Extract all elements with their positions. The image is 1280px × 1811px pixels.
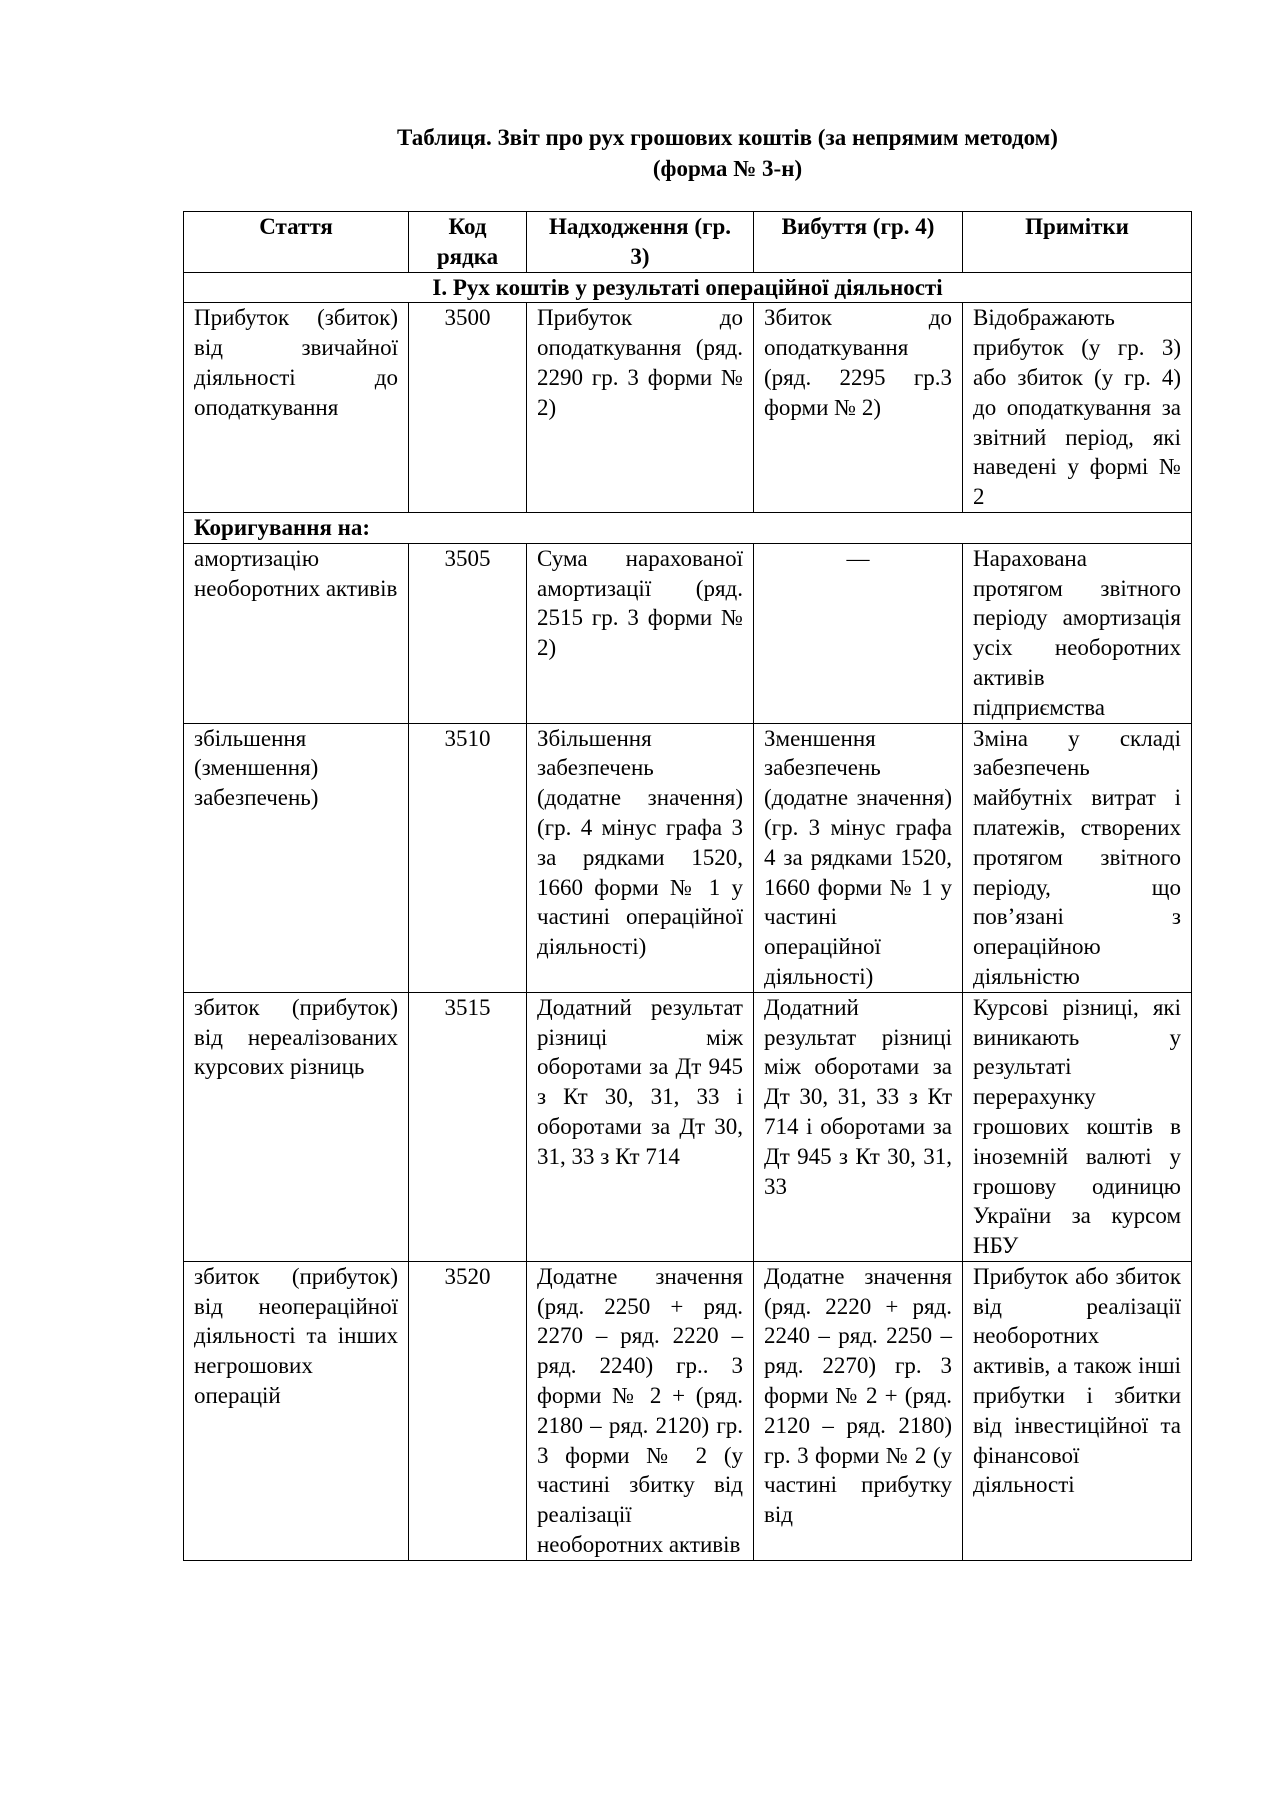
section-row (184, 272, 1192, 303)
header-outflow: Вибуття (гр. 4) (754, 212, 963, 273)
section-heading: І. Рух коштів у результаті операційної діяльності (184, 272, 1192, 303)
cell-inflow: Сума нарахованої амортизації (ряд. 2515 гр. 3 форми № 2) (527, 543, 754, 723)
title-line-2: (форма № 3-н) (652, 156, 803, 181)
cell-outflow: Збиток до оподаткування (ряд. 2295 гр.3 форми № 2) (754, 303, 963, 513)
cell-outflow: Зменшення забезпечень (додатне значення) (гр. 3 мінус графа 4 за рядками 1520, 1660 форми № 1 у частині операційної діяльності) (754, 723, 963, 992)
header-row (184, 212, 1192, 273)
subheading: Коригування на: (184, 512, 1192, 543)
table-row (184, 723, 1192, 992)
page-title (0, 122, 1280, 184)
table-row (184, 992, 1192, 1261)
cell-code: 3520 (409, 1261, 527, 1560)
cell-inflow: Додатне значення (ряд. 2250 + ряд. 2270 – ряд. 2220 – ряд. 2240) гр.. 3 форми № 2 + (ряд. 2180 – ряд. 2120) гр. 3 форми № 2 (у частині збитку від реалізації необоротних активів (527, 1261, 754, 1560)
cell-notes: Зміна у складі забезпечень майбутніх витрат і платежів, створених протягом звітного періоду, що пов’язані з операційною діяльністю (963, 723, 1192, 992)
cell-inflow: Додатний результат різниці між оборотами за Дт 945 з Кт 30, 31, 33 і оборотами за Дт 30, 31, 33 з Кт 714 (527, 992, 754, 1261)
subheading-row (184, 512, 1192, 543)
cell-outflow: Додатний результат різниці між оборотами за Дт 30, 31, 33 з Кт 714 і оборотами за Дт 945 з Кт 30, 31, 33 (754, 992, 963, 1261)
cell-notes: Відображають прибуток (у гр. 3) або збиток (у гр. 4) до оподаткування за звітний період, які наведені у формі № 2 (963, 303, 1192, 513)
cell-inflow: Збільшення забезпечень (додатне значення) (гр. 4 мінус графа 3 за рядками 1520, 1660 форми № 1 у частині операційної діяльності) (527, 723, 754, 992)
cell-code: 3505 (409, 543, 527, 723)
cell-article: амортизацію необоротних активів (184, 543, 409, 723)
table-row (184, 543, 1192, 723)
cell-code: 3515 (409, 992, 527, 1261)
cell-notes: Нарахована протягом звітного періоду амортизація усіх необоротних активів підприємства (963, 543, 1192, 723)
cell-article: збільшення (зменшення) забезпечень) (184, 723, 409, 992)
cell-inflow: Прибуток до оподаткування (ряд. 2290 гр. 3 форми № 2) (527, 303, 754, 513)
cash-flow-table (183, 211, 1192, 1561)
header-inflow: Надходження (гр. 3) (527, 212, 754, 273)
title-line-1: Таблиця. Звіт про рух грошових коштів (за непрямим методом) (397, 125, 1058, 150)
cell-code: 3510 (409, 723, 527, 992)
table-row (184, 303, 1192, 513)
cell-notes: Курсові різниці, які виникають у результаті перерахунку грошових коштів в іноземній валюті у грошову одиницю України за курсом НБУ (963, 992, 1192, 1261)
header-article: Стаття (184, 212, 409, 273)
header-notes: Примітки (963, 212, 1192, 273)
cell-outflow: — (754, 543, 963, 723)
cell-outflow: Додатне значення (ряд. 2220 + ряд. 2240 – ряд. 2250 – ряд. 2270) гр. 3 форми № 2 + (ряд. 2120 – ряд. 2180) гр. 3 форми № 2 (у частині прибутку від (754, 1261, 963, 1560)
cell-article: збиток (прибуток) від нереалізованих курсових різниць (184, 992, 409, 1261)
header-code: Код рядка (409, 212, 527, 273)
cell-article: збиток (прибуток) від неопераційної діяльності та інших негрошових операцій (184, 1261, 409, 1560)
cell-code: 3500 (409, 303, 527, 513)
cell-article: Прибуток (збиток) від звичайної діяльності до оподаткування (184, 303, 409, 513)
table-row (184, 1261, 1192, 1560)
cell-notes: Прибуток або збиток від реалізації необоротних активів, а також інші прибутки і збитки від інвестиційної та фінансової діяльності (963, 1261, 1192, 1560)
